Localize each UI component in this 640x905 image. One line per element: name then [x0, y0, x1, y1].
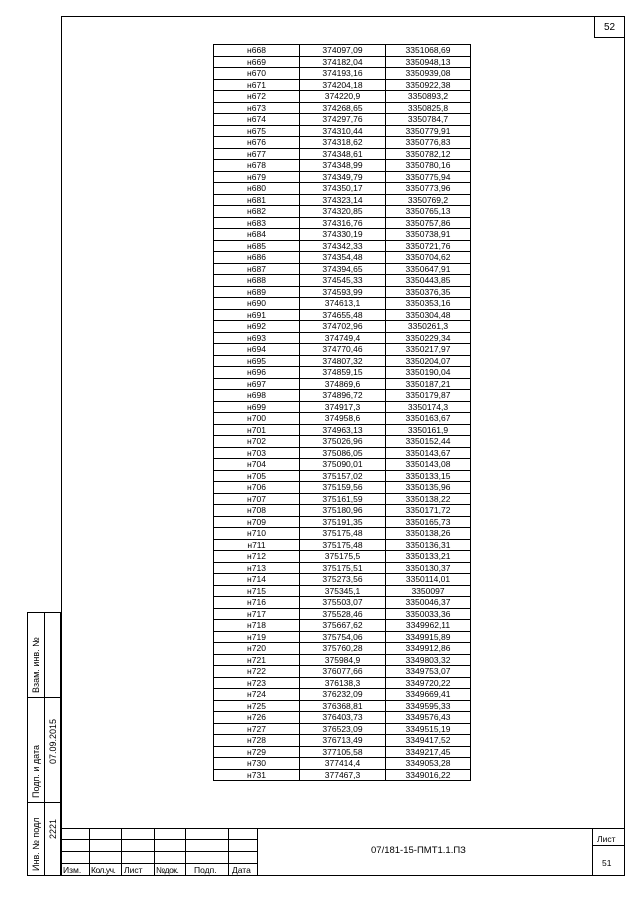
- y-coordinate-cell: 3349595,33: [386, 700, 471, 712]
- point-id-cell: н693: [214, 332, 300, 344]
- y-coordinate-cell: 3350187,21: [386, 378, 471, 390]
- point-id-cell: н668: [214, 45, 300, 57]
- y-coordinate-cell: 3350443,85: [386, 275, 471, 287]
- table-row: [214, 666, 471, 678]
- point-id-cell: н726: [214, 712, 300, 724]
- y-coordinate-cell: 3350939,08: [386, 68, 471, 80]
- point-id-cell: н694: [214, 344, 300, 356]
- point-id-cell: н686: [214, 252, 300, 264]
- table-row: [214, 631, 471, 643]
- x-coordinate-cell: 374342,33: [300, 240, 386, 252]
- table-row: [214, 79, 471, 91]
- point-id-cell: н672: [214, 91, 300, 103]
- x-coordinate-cell: 374896,72: [300, 390, 386, 402]
- y-coordinate-cell: 3350825,8: [386, 102, 471, 114]
- y-coordinate-cell: 3349576,43: [386, 712, 471, 724]
- y-coordinate-cell: 3350114,01: [386, 574, 471, 586]
- point-id-cell: н678: [214, 160, 300, 172]
- table-row: [214, 309, 471, 321]
- x-coordinate-cell: 375026,96: [300, 436, 386, 448]
- y-coordinate-cell: 3350163,67: [386, 413, 471, 425]
- point-id-cell: н685: [214, 240, 300, 252]
- table-row: [214, 447, 471, 459]
- point-id-cell: н674: [214, 114, 300, 126]
- point-id-cell: н681: [214, 194, 300, 206]
- x-coordinate-cell: 376403,73: [300, 712, 386, 724]
- point-id-cell: н720: [214, 643, 300, 655]
- table-row: [214, 252, 471, 264]
- table-row: [214, 562, 471, 574]
- x-coordinate-cell: 375345,1: [300, 585, 386, 597]
- table-row: [214, 735, 471, 747]
- x-coordinate-cell: 377414,4: [300, 758, 386, 770]
- y-coordinate-cell: 3350138,26: [386, 528, 471, 540]
- x-coordinate-cell: 374268,65: [300, 102, 386, 114]
- table-row: [214, 493, 471, 505]
- x-coordinate-cell: 374348,99: [300, 160, 386, 172]
- point-id-cell: н677: [214, 148, 300, 160]
- y-coordinate-cell: 3350721,76: [386, 240, 471, 252]
- table-row: [214, 355, 471, 367]
- table-row: [214, 344, 471, 356]
- y-coordinate-cell: 3350171,72: [386, 505, 471, 517]
- y-coordinate-cell: 3350948,13: [386, 56, 471, 68]
- y-coordinate-cell: 3350769,2: [386, 194, 471, 206]
- x-coordinate-cell: 375760,28: [300, 643, 386, 655]
- table-row: [214, 528, 471, 540]
- x-coordinate-cell: 374859,15: [300, 367, 386, 379]
- point-id-cell: н699: [214, 401, 300, 413]
- point-id-cell: н705: [214, 470, 300, 482]
- point-id-cell: н730: [214, 758, 300, 770]
- y-coordinate-cell: 3351068,69: [386, 45, 471, 57]
- x-coordinate-cell: 374193,16: [300, 68, 386, 80]
- x-coordinate-cell: 374545,33: [300, 275, 386, 287]
- sheet-label: Лист: [597, 834, 616, 844]
- y-coordinate-cell: 3350165,73: [386, 516, 471, 528]
- page-number: 52: [594, 16, 625, 38]
- point-id-cell: н698: [214, 390, 300, 402]
- x-coordinate-cell: 376232,09: [300, 689, 386, 701]
- y-coordinate-cell: 3350922,38: [386, 79, 471, 91]
- point-id-cell: н719: [214, 631, 300, 643]
- inv-cell: [27, 802, 61, 876]
- x-coordinate-cell: 374349,79: [300, 171, 386, 183]
- x-coordinate-cell: 374320,85: [300, 206, 386, 218]
- point-id-cell: н718: [214, 620, 300, 632]
- y-coordinate-cell: 3350204,07: [386, 355, 471, 367]
- x-coordinate-cell: 375090,01: [300, 459, 386, 471]
- point-id-cell: н697: [214, 378, 300, 390]
- document-code: 07/181-15-ПМТ1.1.ПЗ: [371, 845, 466, 856]
- x-coordinate-cell: 375754,06: [300, 631, 386, 643]
- x-coordinate-cell: 375503,07: [300, 597, 386, 609]
- x-coordinate-cell: 374917,3: [300, 401, 386, 413]
- x-coordinate-cell: 374204,18: [300, 79, 386, 91]
- point-id-cell: н725: [214, 700, 300, 712]
- y-coordinate-cell: 3349915,89: [386, 631, 471, 643]
- table-row: [214, 56, 471, 68]
- x-coordinate-cell: 374323,14: [300, 194, 386, 206]
- y-coordinate-cell: 3349217,45: [386, 746, 471, 758]
- table-row: [214, 321, 471, 333]
- x-coordinate-cell: 374350,17: [300, 183, 386, 195]
- x-coordinate-cell: 374593,99: [300, 286, 386, 298]
- table-row: [214, 769, 471, 781]
- x-coordinate-cell: 374097,09: [300, 45, 386, 57]
- table-row: [214, 413, 471, 425]
- x-coordinate-cell: 374297,76: [300, 114, 386, 126]
- table-row: [214, 539, 471, 551]
- y-coordinate-cell: 3350097: [386, 585, 471, 597]
- table-row: [214, 470, 471, 482]
- point-id-cell: н704: [214, 459, 300, 471]
- x-coordinate-cell: 377105,58: [300, 746, 386, 758]
- table-row: [214, 390, 471, 402]
- x-coordinate-cell: 374702,96: [300, 321, 386, 333]
- table-row: [214, 171, 471, 183]
- table-row: [214, 102, 471, 114]
- table-row: [214, 401, 471, 413]
- y-coordinate-cell: 3349417,52: [386, 735, 471, 747]
- vzam-label: Взам. инв. №: [31, 637, 41, 693]
- y-coordinate-cell: 3350304,48: [386, 309, 471, 321]
- y-coordinate-cell: 3350784,7: [386, 114, 471, 126]
- y-coordinate-cell: 3350779,91: [386, 125, 471, 137]
- header-kol-uch: Кол.уч.: [91, 865, 116, 875]
- y-coordinate-cell: 3349016,22: [386, 769, 471, 781]
- table-row: [214, 183, 471, 195]
- table-row: [214, 758, 471, 770]
- table-row: [214, 459, 471, 471]
- point-id-cell: н711: [214, 539, 300, 551]
- x-coordinate-cell: 375175,48: [300, 528, 386, 540]
- table-row: [214, 574, 471, 586]
- x-coordinate-cell: 374770,46: [300, 344, 386, 356]
- x-coordinate-cell: 374807,32: [300, 355, 386, 367]
- x-coordinate-cell: 375157,02: [300, 470, 386, 482]
- y-coordinate-cell: 3350229,34: [386, 332, 471, 344]
- y-coordinate-cell: 3350261,3: [386, 321, 471, 333]
- y-coordinate-cell: 3350776,83: [386, 137, 471, 149]
- table-row: [214, 367, 471, 379]
- point-id-cell: н713: [214, 562, 300, 574]
- table-row: [214, 712, 471, 724]
- point-id-cell: н696: [214, 367, 300, 379]
- point-id-cell: н691: [214, 309, 300, 321]
- x-coordinate-cell: 374613,1: [300, 298, 386, 310]
- point-id-cell: н702: [214, 436, 300, 448]
- point-id-cell: н729: [214, 746, 300, 758]
- x-coordinate-cell: 374394,65: [300, 263, 386, 275]
- x-coordinate-cell: 374310,44: [300, 125, 386, 137]
- table-row: [214, 217, 471, 229]
- x-coordinate-cell: 375528,46: [300, 608, 386, 620]
- header-podp: Подп.: [194, 865, 217, 875]
- point-id-cell: н714: [214, 574, 300, 586]
- point-id-cell: н689: [214, 286, 300, 298]
- point-id-cell: н709: [214, 516, 300, 528]
- table-row: [214, 689, 471, 701]
- x-coordinate-cell: 374963,13: [300, 424, 386, 436]
- point-id-cell: н708: [214, 505, 300, 517]
- table-row: [214, 286, 471, 298]
- podp-cell: [27, 697, 61, 803]
- y-coordinate-cell: 3350046,37: [386, 597, 471, 609]
- table-row: [214, 551, 471, 563]
- side-stamp: [27, 612, 61, 876]
- point-id-cell: н687: [214, 263, 300, 275]
- y-coordinate-cell: 3350143,08: [386, 459, 471, 471]
- y-coordinate-cell: 3350133,15: [386, 470, 471, 482]
- x-coordinate-cell: 374348,61: [300, 148, 386, 160]
- y-coordinate-cell: 3350893,2: [386, 91, 471, 103]
- title-block: [61, 828, 625, 876]
- y-coordinate-cell: 3350775,94: [386, 171, 471, 183]
- table-row: [214, 482, 471, 494]
- table-row: [214, 68, 471, 80]
- table-row: [214, 263, 471, 275]
- sheet-number: 51: [602, 858, 612, 868]
- point-id-cell: н676: [214, 137, 300, 149]
- table-row: [214, 436, 471, 448]
- x-coordinate-cell: 375159,56: [300, 482, 386, 494]
- x-coordinate-cell: 374220,9: [300, 91, 386, 103]
- x-coordinate-cell: 374354,48: [300, 252, 386, 264]
- point-id-cell: н727: [214, 723, 300, 735]
- vzam-cell: [27, 612, 61, 698]
- header-data: Дата: [232, 865, 251, 875]
- point-id-cell: н717: [214, 608, 300, 620]
- y-coordinate-cell: 3349753,07: [386, 666, 471, 678]
- table-row: [214, 240, 471, 252]
- header-izm: Изм.: [63, 865, 82, 875]
- table-row: [214, 378, 471, 390]
- table-row: [214, 654, 471, 666]
- point-id-cell: н721: [214, 654, 300, 666]
- x-coordinate-cell: 376713,49: [300, 735, 386, 747]
- y-coordinate-cell: 3350765,13: [386, 206, 471, 218]
- point-id-cell: н673: [214, 102, 300, 114]
- x-coordinate-cell: 375180,96: [300, 505, 386, 517]
- point-id-cell: н679: [214, 171, 300, 183]
- table-row: [214, 275, 471, 287]
- x-coordinate-cell: 374318,62: [300, 137, 386, 149]
- y-coordinate-cell: 3349720,22: [386, 677, 471, 689]
- x-coordinate-cell: 374869,6: [300, 378, 386, 390]
- podp-date: 07.09.2015: [48, 718, 58, 764]
- point-id-cell: н684: [214, 229, 300, 241]
- point-id-cell: н716: [214, 597, 300, 609]
- header-list: Лист: [124, 865, 143, 875]
- table-row: [214, 114, 471, 126]
- table-row: [214, 585, 471, 597]
- point-id-cell: н722: [214, 666, 300, 678]
- y-coordinate-cell: 3350152,44: [386, 436, 471, 448]
- y-coordinate-cell: 3349515,19: [386, 723, 471, 735]
- x-coordinate-cell: 375984,9: [300, 654, 386, 666]
- y-coordinate-cell: 3349962,11: [386, 620, 471, 632]
- point-id-cell: н688: [214, 275, 300, 287]
- y-coordinate-cell: 3350353,16: [386, 298, 471, 310]
- y-coordinate-cell: 3350143,67: [386, 447, 471, 459]
- table-row: [214, 505, 471, 517]
- table-row: [214, 424, 471, 436]
- x-coordinate-cell: 374330,19: [300, 229, 386, 241]
- point-id-cell: н724: [214, 689, 300, 701]
- table-row: [214, 148, 471, 160]
- table-row: [214, 298, 471, 310]
- y-coordinate-cell: 3350704,62: [386, 252, 471, 264]
- x-coordinate-cell: 374958,6: [300, 413, 386, 425]
- y-coordinate-cell: 3350133,21: [386, 551, 471, 563]
- table-row: [214, 608, 471, 620]
- y-coordinate-cell: 3349669,41: [386, 689, 471, 701]
- y-coordinate-cell: 3350757,86: [386, 217, 471, 229]
- x-coordinate-cell: 375667,62: [300, 620, 386, 632]
- y-coordinate-cell: 3350780,16: [386, 160, 471, 172]
- coordinates-table: [213, 44, 471, 781]
- podp-label: Подп. и дата: [31, 744, 41, 798]
- x-coordinate-cell: 376368,81: [300, 700, 386, 712]
- inv-label: Инв. № подл: [31, 817, 41, 871]
- y-coordinate-cell: 3350782,12: [386, 148, 471, 160]
- x-coordinate-cell: 376138,3: [300, 677, 386, 689]
- y-coordinate-cell: 3349803,32: [386, 654, 471, 666]
- y-coordinate-cell: 3349053,28: [386, 758, 471, 770]
- y-coordinate-cell: 3349912,86: [386, 643, 471, 655]
- table-row: [214, 516, 471, 528]
- table-row: [214, 160, 471, 172]
- point-id-cell: н680: [214, 183, 300, 195]
- point-id-cell: н690: [214, 298, 300, 310]
- table-row: [214, 137, 471, 149]
- x-coordinate-cell: 375086,05: [300, 447, 386, 459]
- point-id-cell: н703: [214, 447, 300, 459]
- x-coordinate-cell: 374749,4: [300, 332, 386, 344]
- x-coordinate-cell: 375175,48: [300, 539, 386, 551]
- table-row: [214, 723, 471, 735]
- x-coordinate-cell: 375175,5: [300, 551, 386, 563]
- point-id-cell: н683: [214, 217, 300, 229]
- point-id-cell: н670: [214, 68, 300, 80]
- x-coordinate-cell: 376523,09: [300, 723, 386, 735]
- y-coordinate-cell: 3350130,37: [386, 562, 471, 574]
- point-id-cell: н715: [214, 585, 300, 597]
- point-id-cell: н728: [214, 735, 300, 747]
- y-coordinate-cell: 3350033,36: [386, 608, 471, 620]
- table-row: [214, 700, 471, 712]
- table-row: [214, 45, 471, 57]
- y-coordinate-cell: 3350647,91: [386, 263, 471, 275]
- x-coordinate-cell: 374182,04: [300, 56, 386, 68]
- y-coordinate-cell: 3350174,3: [386, 401, 471, 413]
- table-row: [214, 677, 471, 689]
- x-coordinate-cell: 375273,56: [300, 574, 386, 586]
- x-coordinate-cell: 377467,3: [300, 769, 386, 781]
- point-id-cell: н710: [214, 528, 300, 540]
- point-id-cell: н731: [214, 769, 300, 781]
- y-coordinate-cell: 3350376,35: [386, 286, 471, 298]
- x-coordinate-cell: 375161,59: [300, 493, 386, 505]
- y-coordinate-cell: 3350738,91: [386, 229, 471, 241]
- table-row: [214, 332, 471, 344]
- y-coordinate-cell: 3350190,04: [386, 367, 471, 379]
- point-id-cell: н701: [214, 424, 300, 436]
- x-coordinate-cell: 375175,51: [300, 562, 386, 574]
- point-id-cell: н723: [214, 677, 300, 689]
- table-row: [214, 620, 471, 632]
- table-row: [214, 125, 471, 137]
- table-row: [214, 194, 471, 206]
- y-coordinate-cell: 3350773,96: [386, 183, 471, 195]
- table-row: [214, 91, 471, 103]
- point-id-cell: н707: [214, 493, 300, 505]
- y-coordinate-cell: 3350161,9: [386, 424, 471, 436]
- x-coordinate-cell: 375191,35: [300, 516, 386, 528]
- y-coordinate-cell: 3350135,96: [386, 482, 471, 494]
- y-coordinate-cell: 3350217,97: [386, 344, 471, 356]
- point-id-cell: н675: [214, 125, 300, 137]
- point-id-cell: н712: [214, 551, 300, 563]
- header-n-dok: №док.: [156, 865, 179, 875]
- x-coordinate-cell: 374316,76: [300, 217, 386, 229]
- point-id-cell: н695: [214, 355, 300, 367]
- point-id-cell: н700: [214, 413, 300, 425]
- x-coordinate-cell: 376077,66: [300, 666, 386, 678]
- table-row: [214, 206, 471, 218]
- point-id-cell: н692: [214, 321, 300, 333]
- table-row: [214, 643, 471, 655]
- y-coordinate-cell: 3350179,87: [386, 390, 471, 402]
- table-row: [214, 229, 471, 241]
- point-id-cell: н706: [214, 482, 300, 494]
- y-coordinate-cell: 3350136,31: [386, 539, 471, 551]
- point-id-cell: н671: [214, 79, 300, 91]
- y-coordinate-cell: 3350138,22: [386, 493, 471, 505]
- inv-number: 2221: [48, 818, 58, 839]
- x-coordinate-cell: 374655,48: [300, 309, 386, 321]
- point-id-cell: н682: [214, 206, 300, 218]
- point-id-cell: н669: [214, 56, 300, 68]
- table-row: [214, 746, 471, 758]
- table-row: [214, 597, 471, 609]
